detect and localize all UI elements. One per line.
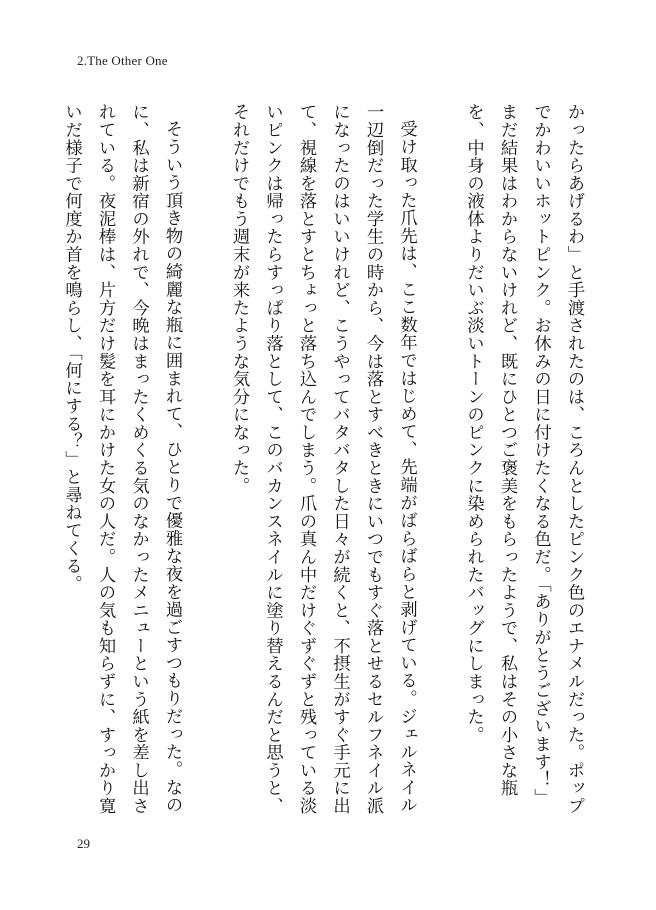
paragraph-spacer: [188, 103, 222, 823]
page-number: 29: [77, 836, 90, 851]
running-header-title: 2.The Other One: [77, 53, 168, 68]
paragraph-3: そういう頂き物の綺麗な瓶に囲まれて、ひとりで優雅な夜を過ごすつもりだった。なのに、私は新宿の外れで、今晩はまったくめくる気のなかったメニューという紙を差し出されている。夜泥棒は、片方だけ髪を耳にかけた女の人だ。人の気も知らずに、すっかり寛いだ様子で何度か首を鳴らし、「何にする？」と尋ねてくる。: [61, 103, 182, 815]
paragraph-spacer: [423, 103, 457, 823]
paragraph-1: かったらあげるわ」と手渡されたのは、ころんとしたピンク色のエナメルだった。ポップでかわいいホットピンク。お休みの日に付けたくなる色だ。「ありがとうございます！」まだ結果はわからないけれど、既にひとつご褒美をもらったようで、私はその小さな瓶を、中身の液体よりだいぶ淡いトーンのピンクに染められたバッグにしまった。: [463, 103, 584, 815]
paragraph-2: 受け取った爪先は、ここ数年ではじめて、先端がばらばらと剥げている。ジェルネイル一辺倒だった学生の時から、今は落とすべきときにいつでもすぐ落とせるセルフネイル派になったのはいいけれど、こうやってバタバタした日々が続くと、不摂生がすぐ手元に出て、視線を落とすとちょっと落ち込んでしまう。爪の真ん中だけぐずぐずと残っている淡いピンクは帰ったらすっぱり落として、このバカンスネイルに塗り替えるんだと思うと、それだけでもう週末が来たような気分になった。: [229, 103, 417, 815]
vertical-body-text: [61, 103, 590, 823]
